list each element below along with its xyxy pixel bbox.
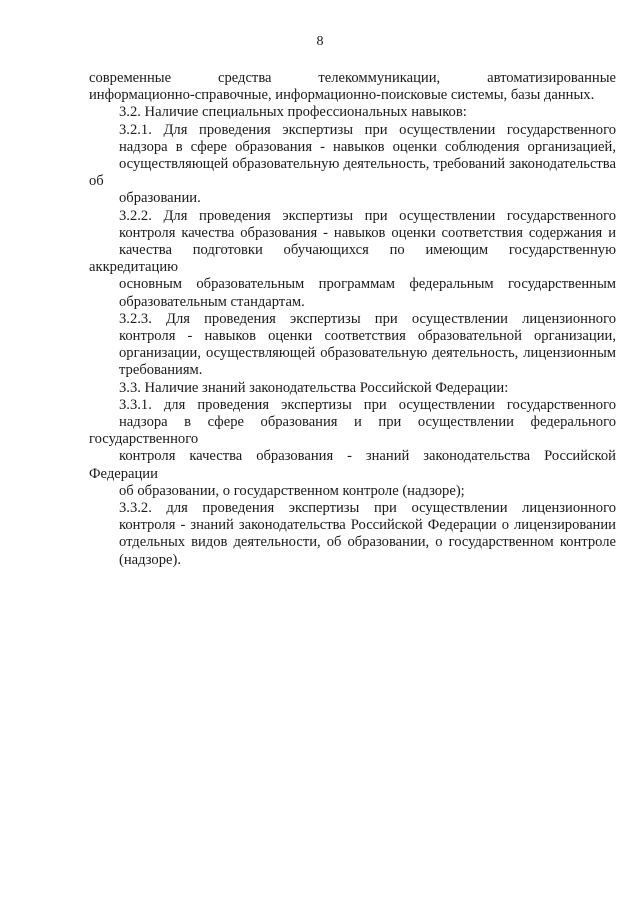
text-line: (надзоре).	[119, 551, 182, 568]
text-line: контроля - знаний законодательства Российской Федерации о лицензировании	[119, 517, 616, 534]
text-line: надзора в сфере образования и при осуществлении федерального государственного	[89, 414, 616, 448]
text-line: контроля - навыков оценки соответствия образовательной организации,	[119, 328, 616, 345]
text-line: 3.3. Наличие знаний законодательства Российской Федерации:	[119, 379, 509, 396]
paragraph-continuation	[89, 70, 616, 104]
text-line: требованиям.	[119, 362, 203, 379]
text-line: надзора в сфере образования - навыков оценки соблюдения организацией,	[119, 138, 616, 155]
section-heading-3-2	[89, 104, 616, 121]
text-line: контроля качества образования - навыков оценки соответствия содержания и	[119, 224, 616, 241]
text-line: качества подготовки обучающихся по имеющим государственную аккредитацию	[89, 242, 616, 276]
paragraph-3-2-1	[89, 122, 616, 208]
paragraph-3-3-1	[89, 397, 616, 500]
text-line: об образовании, о государственном контроле (надзоре);	[119, 482, 465, 499]
text-line: 3.2. Наличие специальных профессиональных навыков:	[119, 104, 467, 121]
text-line: осуществляющей образовательную деятельность, требований законодательства об	[89, 156, 616, 190]
text-line: организации, осуществляющей образовательную деятельность, лицензионным	[119, 345, 616, 362]
text-line: современные средства телекоммуникации, автоматизированные	[89, 70, 616, 86]
text-line: основным образовательным программам федеральным государственным	[119, 276, 616, 293]
paragraph-3-3-2	[89, 500, 616, 569]
section-heading-3-3	[89, 380, 616, 397]
paragraph-3-2-2	[89, 208, 616, 311]
paragraph-3-2-3	[89, 311, 616, 380]
text-line: образовании.	[119, 190, 201, 207]
text-line: 3.2.3. Для проведения экспертизы при осуществлении лицензионного	[119, 310, 616, 327]
text-line: 3.2.2. Для проведения экспертизы при осуществлении государственного	[119, 207, 616, 224]
text-line: контроля качества образования - знаний законодательства Российской Федерации	[89, 448, 616, 482]
text-line: информационно-справочные, информационно-поисковые системы, базы данных.	[89, 87, 595, 104]
text-line: 3.3.1. для проведения экспертизы при осуществлении государственного	[119, 396, 616, 413]
page-number: 8	[316, 34, 324, 49]
text-line: образовательным стандартам.	[119, 293, 305, 310]
text-line: 3.2.1. Для проведения экспертизы при осуществлении государственного	[119, 121, 616, 138]
document-body	[89, 70, 616, 569]
text-line: 3.3.2. для проведения экспертизы при осуществлении лицензионного	[119, 500, 616, 517]
text-line: отдельных видов деятельности, об образовании, о государственном контроле	[119, 534, 616, 551]
